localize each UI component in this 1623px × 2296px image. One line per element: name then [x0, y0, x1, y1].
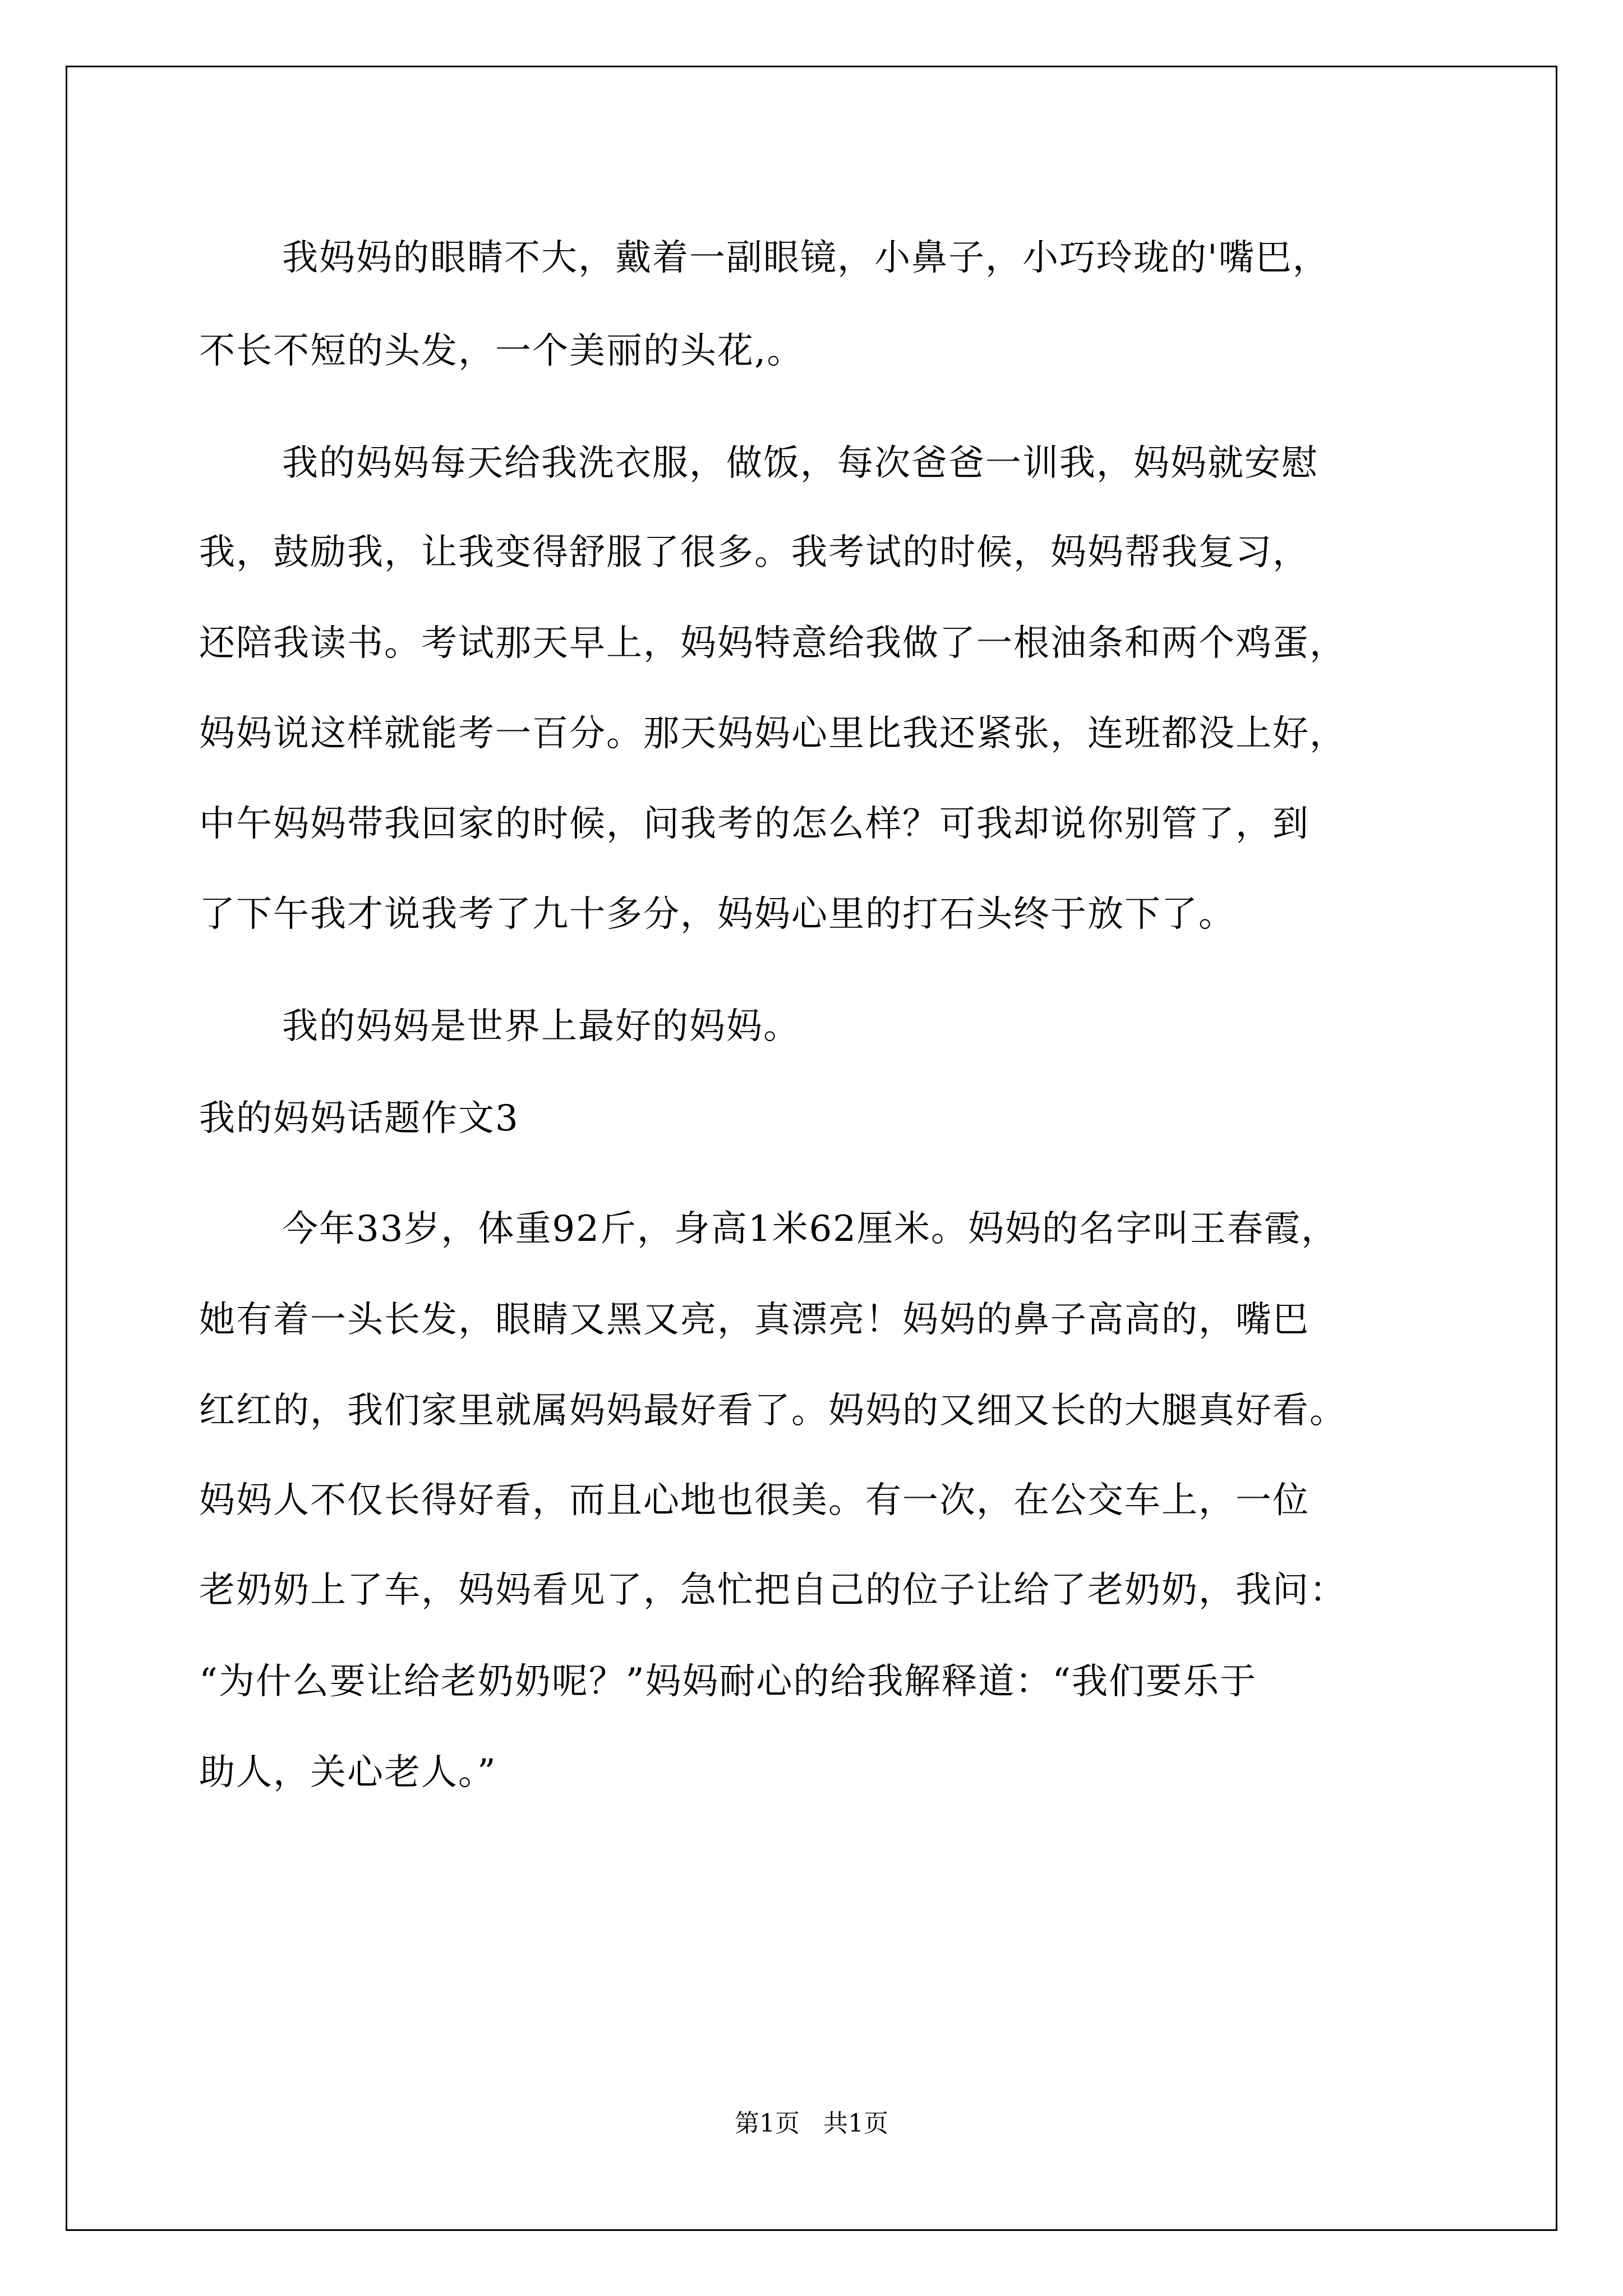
- paragraph-4-line-1: 今年33岁，体重92斤，身高1米62厘米。妈妈的名字叫王春霞，: [282, 1208, 1339, 1250]
- paragraph-1-line-1: 我妈妈的眼睛不大，戴着一副眼镜，小鼻子，小巧玲珑的'嘴巴，: [282, 237, 1330, 279]
- paragraph-2-line-6: 了下午我才说我考了九十多分，妈妈心里的打石头终于放下了。: [199, 894, 1235, 935]
- paragraph-2-line-1: 我的妈妈每天给我洗衣服，做饭，每次爸爸一训我，妈妈就安慰: [282, 443, 1318, 484]
- paragraph-2-line-4: 妈妈说这样就能考一百分。那天妈妈心里比我还紧张，连班都没上好，: [199, 713, 1347, 754]
- paragraph-2-line-3: 还陪我读书。考试那天早上，妈妈特意给我做了一根油条和两个鸡蛋，: [199, 623, 1347, 664]
- paragraph-4-line-7: 助人，关心老人。”: [199, 1752, 497, 1793]
- paragraph-4-line-2: 她有着一头长发，眼睛又黑又亮，真漂亮！妈妈的鼻子高高的，嘴巴: [199, 1299, 1310, 1341]
- paragraph-1-line-2: 不长不短的头发，一个美丽的头花,。: [199, 330, 804, 372]
- paragraph-2-line-5: 中午妈妈带我回家的时候，问我考的怎么样？可我却说你别管了，到: [199, 803, 1310, 845]
- page-border: [66, 66, 1557, 2231]
- page-footer: 第1页 共1页: [735, 2109, 888, 2138]
- paragraph-4-line-5: 老奶奶上了车，妈妈看见了，急忙把自己的位子让给了老奶奶，我问：: [199, 1570, 1347, 1611]
- paragraph-4-line-3: 红红的，我们家里就属妈妈最好看了。妈妈的又细又长的大腿真好看。: [199, 1390, 1347, 1432]
- paragraph-4-line-4: 妈妈人不仅长得好看，而且心地也很美。有一次，在公交车上，一位: [199, 1480, 1310, 1521]
- section-heading: 我的妈妈话题作文3: [199, 1098, 519, 1139]
- paragraph-4-line-6: “为什么要让给老奶奶呢？”妈妈耐心的给我解释道：“我们要乐于: [199, 1661, 1257, 1703]
- paragraph-3-line-1: 我的妈妈是世界上最好的妈妈。: [282, 1006, 800, 1047]
- paragraph-2-line-2: 我，鼓励我，让我变得舒服了很多。我考试的时候，妈妈帮我复习，: [199, 532, 1310, 573]
